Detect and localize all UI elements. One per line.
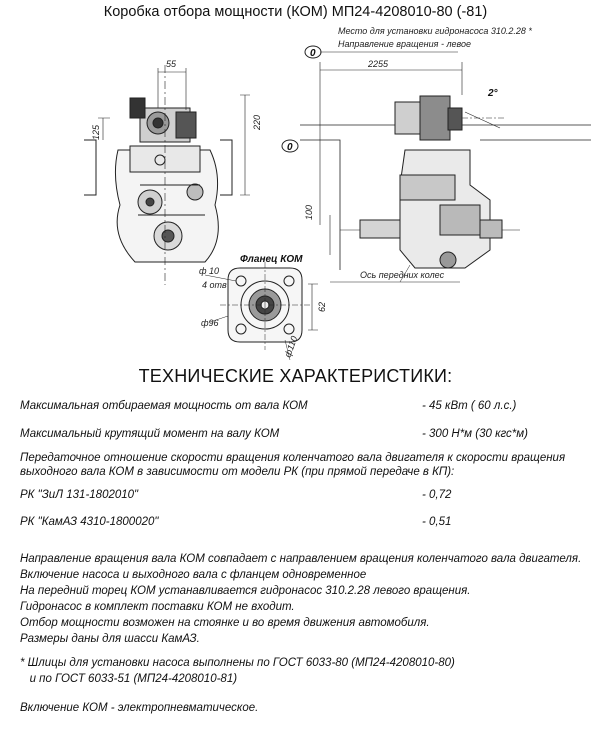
ratio-text-line1: Передаточное отношение скорости вращения коленчатого вала двигателя к скорости вращения bbox=[20, 452, 566, 464]
note-line: Отбор мощности возможен на стоянке и во время движения автомобиля. bbox=[20, 617, 430, 629]
spec-value: - 300 Н*м (30 кгс*м) bbox=[422, 428, 528, 440]
ratio-text-line2: выходного вала КОМ в зависимости от модели РК (при прямой передаче в КП): bbox=[20, 466, 455, 478]
label-dim-2255: 2255 bbox=[368, 59, 389, 69]
label-zero-mid: 0 bbox=[287, 142, 293, 153]
page-title: Коробка отбора мощности (КОМ) МП24-4208010-80 (-81) bbox=[103, 4, 488, 20]
label-hole-count: 4 отв bbox=[202, 280, 227, 290]
label-dim-125: 125 bbox=[91, 124, 101, 140]
footnote-line2: и по ГОСТ 6033-51 (МП24-4208010-81) bbox=[20, 673, 238, 685]
spec-label: Максимальная отбираемая мощность от вала КОМ bbox=[20, 400, 308, 412]
label-dim-100: 100 bbox=[304, 204, 314, 220]
technical-drawing bbox=[0, 0, 591, 362]
label-dim-55: 55 bbox=[166, 59, 177, 69]
note-line: Включение насоса и выходного вала с фланцем одновременное bbox=[20, 569, 367, 581]
flange-view bbox=[205, 262, 318, 360]
note-line: Размеры даны для шасси КамАЗ. bbox=[20, 633, 200, 645]
label-dim-220: 220 bbox=[252, 114, 262, 130]
label-dia-110: ф110 bbox=[282, 334, 300, 359]
label-dim-62: 62 bbox=[317, 301, 327, 312]
note-line: Направление вращения вала КОМ совпадает с направлением вращения коленчатого вала двигателя. bbox=[20, 553, 582, 565]
label-zero-top: 0 bbox=[310, 48, 316, 59]
ratio-value: - 0,72 bbox=[422, 489, 452, 501]
label-angle: 2° bbox=[488, 88, 498, 99]
label-axle-note: Ось передних колес bbox=[360, 270, 445, 280]
spec-label: Максимальный крутящий момент на валу КОМ bbox=[20, 428, 280, 440]
ratio-label: РК "КамАЗ 4310-1800020" bbox=[20, 516, 159, 528]
label-pump-note: Место для установки гидронасоса 310.2.28 * bbox=[338, 26, 532, 36]
label-hole-dia: ф 10 bbox=[199, 266, 220, 276]
gearbox-side-view bbox=[300, 52, 591, 282]
note-line: Гидронасос в комплект поставки КОМ не входит. bbox=[20, 601, 295, 613]
label-dia-96: ф96 bbox=[201, 318, 219, 328]
footnote-line1: * Шлицы для установки насоса выполнены по ГОСТ 6033-80 (МП24-4208010-80) bbox=[20, 657, 455, 669]
activation-note: Включение КОМ - электропневматическое. bbox=[20, 702, 259, 714]
ratio-label: РК "ЗиЛ 131-1802010" bbox=[20, 489, 139, 501]
label-rotation-note: Направление вращения - левое bbox=[338, 39, 472, 49]
ratio-value: - 0,51 bbox=[422, 516, 452, 528]
gearbox-front-view bbox=[84, 65, 250, 285]
spec-value: - 45 кВт ( 60 л.с.) bbox=[422, 400, 517, 412]
specs-heading: ТЕХНИЧЕСКИЕ ХАРАКТЕРИСТИКИ: bbox=[138, 366, 453, 386]
note-line: На передний торец КОМ устанавливается гидронасос 310.2.28 левого вращения. bbox=[20, 585, 471, 597]
label-flange-title: Фланец КОМ bbox=[240, 254, 303, 265]
